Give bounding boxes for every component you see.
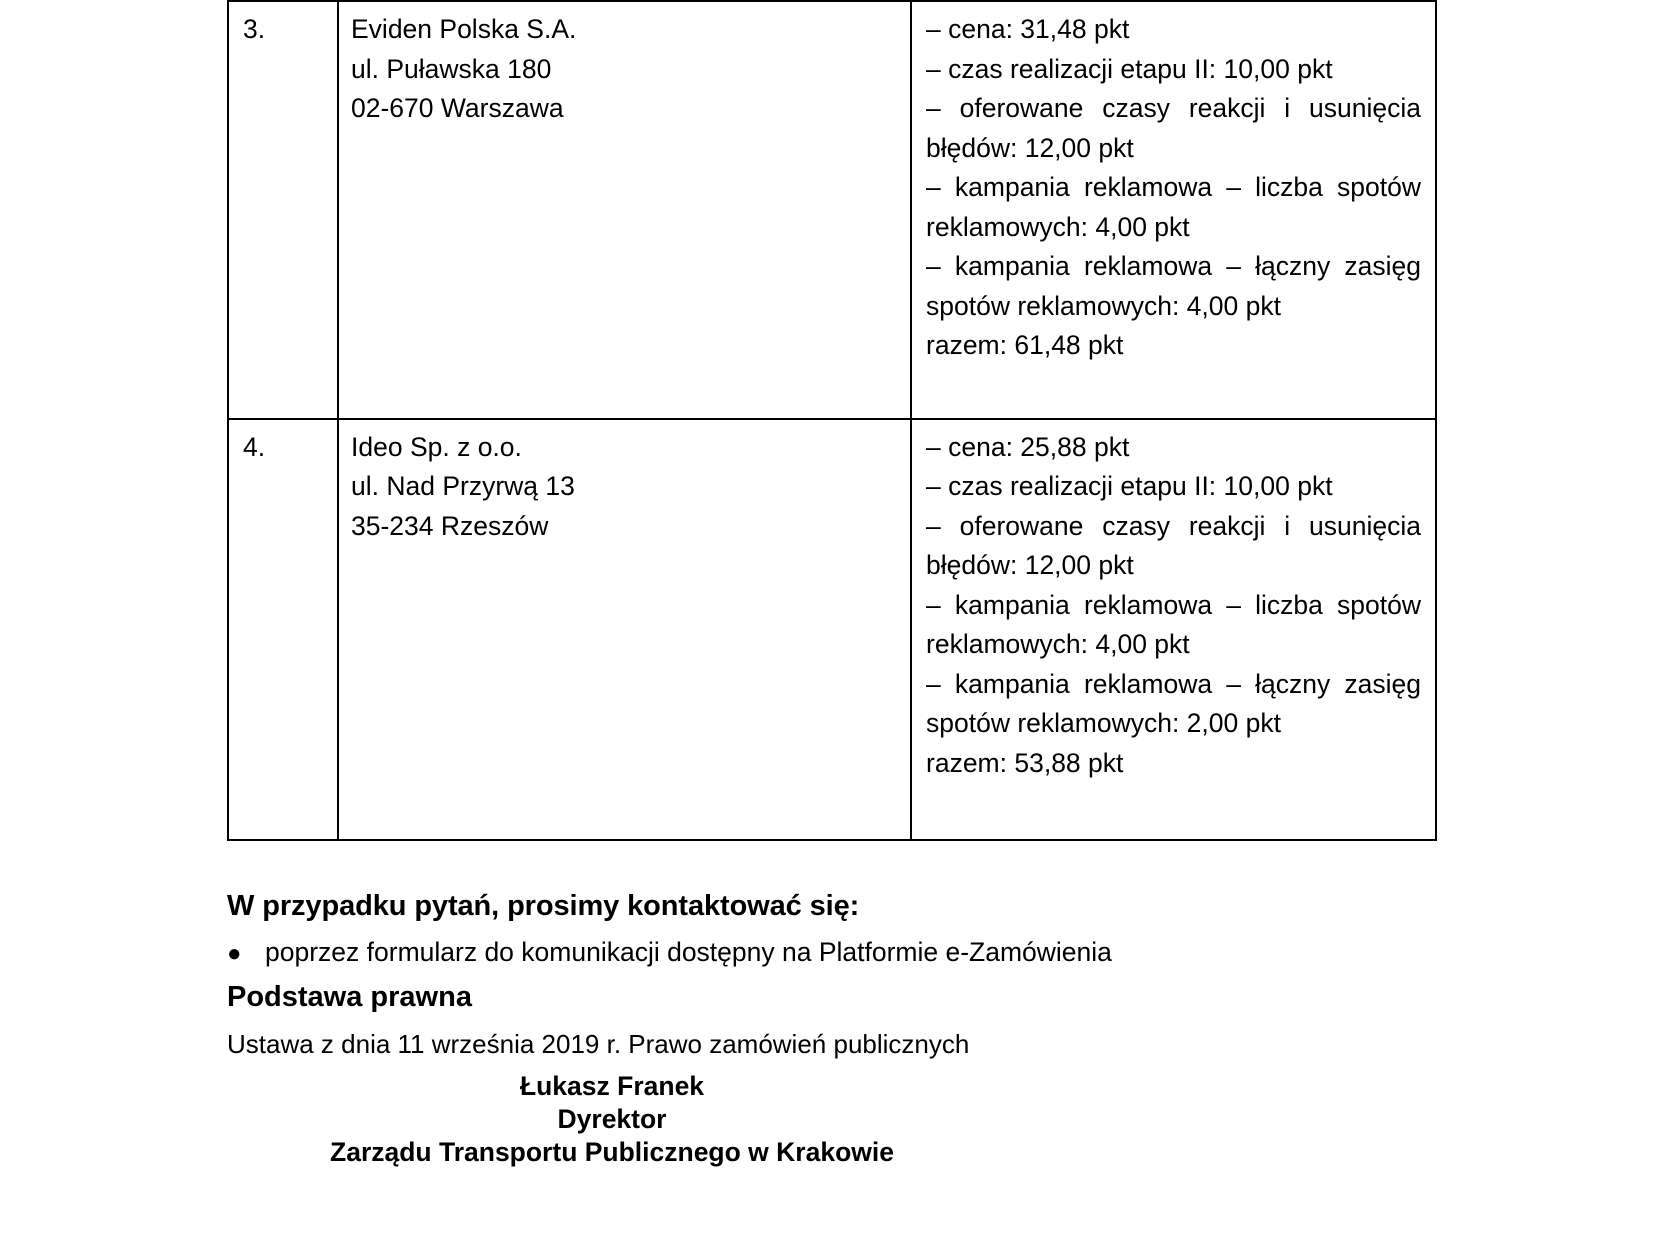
points-line: – kampania reklamowa – liczba spotów: [926, 172, 1421, 202]
spacer-cell: [228, 793, 338, 840]
spacer-cell: [338, 376, 911, 419]
spacer-cell: [228, 376, 338, 419]
contact-method-text: poprzez formularz do komunikacji dostępny na Platformie e-Zamówienia: [265, 937, 1112, 967]
points-list: [912, 420, 1435, 794]
points-line: – kampania reklamowa – łączny zasięg: [926, 668, 1421, 699]
spacer-cell: [911, 376, 1436, 419]
list-item: [227, 934, 1427, 972]
points-line: – oferowane czasy reakcji i usunięcia: [926, 93, 1421, 123]
contractor-cell: [338, 419, 911, 794]
contact-heading: W przypadku pytań, prosimy kontaktować się:: [227, 890, 860, 922]
offer-number-cell: [228, 419, 338, 794]
spacer-cell: [911, 793, 1436, 840]
table-row-spacer: [228, 376, 1436, 419]
contractor-city: 02-670 Warszawa: [351, 93, 564, 123]
table-row: [228, 1, 1436, 376]
legal-basis-text: Ustawa z dnia 11 września 2019 r. Prawo zamówień publicznych: [227, 1029, 970, 1059]
points-line: – oferowane czasy reakcji i usunięcia: [926, 510, 1421, 541]
table-row: [228, 419, 1436, 794]
points-line: reklamowych: 4,00 pkt: [926, 629, 1190, 659]
signatory-title: Dyrektor: [557, 1104, 667, 1134]
points-cell: [911, 419, 1436, 794]
contractor-cell: [338, 1, 911, 376]
footer-content: [227, 885, 1427, 1064]
contractor-street: ul. Nad Przyrwą 13: [351, 471, 575, 501]
contractor-details: [339, 420, 910, 557]
contractor-details: [339, 2, 910, 139]
points-line: reklamowych: 4,00 pkt: [926, 211, 1190, 242]
offer-number: 3.: [243, 14, 266, 44]
offers-evaluation-table: [227, 0, 1437, 841]
contractor-city: 35-234 Rzeszów: [351, 510, 549, 541]
offer-number-cell: [228, 1, 338, 376]
points-line: – kampania reklamowa – łączny zasięg: [926, 251, 1421, 281]
spacer-cell: [338, 793, 911, 840]
points-line: spotów reklamowych: 4,00 pkt: [926, 290, 1281, 321]
table-row-spacer: [228, 793, 1436, 840]
offer-number: 4.: [243, 431, 266, 462]
points-total: razem: 61,48 pkt: [926, 330, 1124, 360]
points-line: – kampania reklamowa – liczba spotów: [926, 589, 1421, 620]
points-line: – cena: 31,48 pkt: [926, 14, 1130, 44]
bullet-icon: ●: [227, 940, 242, 967]
points-cell: [911, 1, 1436, 376]
points-line: – czas realizacji etapu II: 10,00 pkt: [926, 471, 1333, 501]
points-list: [912, 2, 1435, 376]
signatory-name: Łukasz Franek: [519, 1071, 705, 1101]
contractor-name: Ideo Sp. z o.o.: [351, 431, 522, 462]
points-line: – cena: 25,88 pkt: [926, 431, 1130, 462]
points-line: – czas realizacji etapu II: 10,00 pkt: [926, 53, 1333, 84]
signatory-organization: Zarządu Transportu Publicznego w Krakowie: [330, 1137, 894, 1167]
points-line: błędów: 12,00 pkt: [926, 132, 1134, 163]
contractor-name: Eviden Polska S.A.: [351, 14, 577, 44]
points-line: spotów reklamowych: 2,00 pkt: [926, 708, 1281, 738]
points-total: razem: 53,88 pkt: [926, 747, 1124, 778]
points-line: błędów: 12,00 pkt: [926, 550, 1134, 580]
signature-block: [227, 1070, 997, 1169]
contractor-street: ul. Puławska 180: [351, 53, 552, 84]
legal-basis-heading: Podstawa prawna: [227, 981, 472, 1013]
